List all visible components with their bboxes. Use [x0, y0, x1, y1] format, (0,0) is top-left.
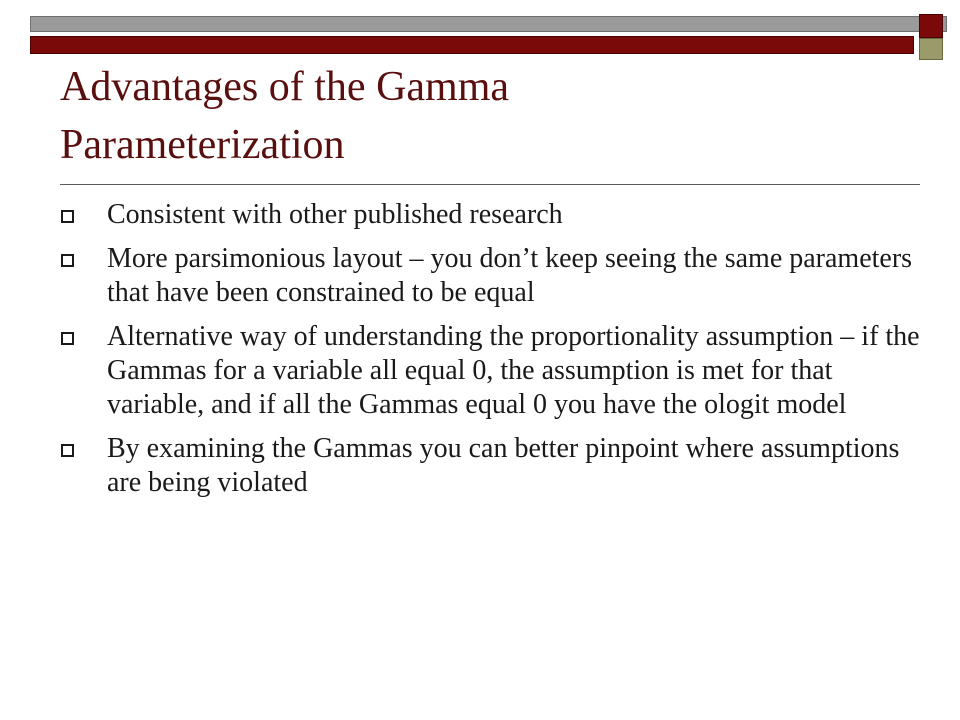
slide-title-line-1: Advantages of the Gamma [60, 64, 510, 110]
bullet-item [60, 198, 920, 232]
corner-olive-square [919, 38, 943, 60]
bullet-item [60, 242, 920, 310]
title-divider [60, 184, 920, 185]
bullet-text: Consistent with other published research [107, 199, 563, 230]
hollow-square-icon [61, 332, 74, 345]
slide-title [60, 58, 920, 174]
hollow-square-icon [61, 210, 74, 223]
bullet-text: More parsimonious layout – you don’t keep seeing the same parameters that have been constrained to be equal [107, 243, 913, 308]
bullet-item [60, 432, 920, 500]
bullet-list [60, 198, 920, 510]
bullet-item [60, 320, 920, 422]
top-grey-bar [30, 16, 947, 32]
bullet-text: Alternative way of understanding the proportionality assumption – if the Gammas for a variable all equal 0, the assumption is met for that variable, and if all the Gammas equal 0 you have the ologit model [107, 321, 920, 420]
hollow-square-icon [61, 254, 74, 267]
top-maroon-bar [30, 36, 914, 54]
corner-maroon-square [919, 14, 943, 38]
slide-title-line-2: Parameterization [60, 122, 345, 168]
bullet-text: By examining the Gammas you can better pinpoint where assumptions are being violated [107, 433, 900, 498]
hollow-square-icon [61, 444, 74, 457]
